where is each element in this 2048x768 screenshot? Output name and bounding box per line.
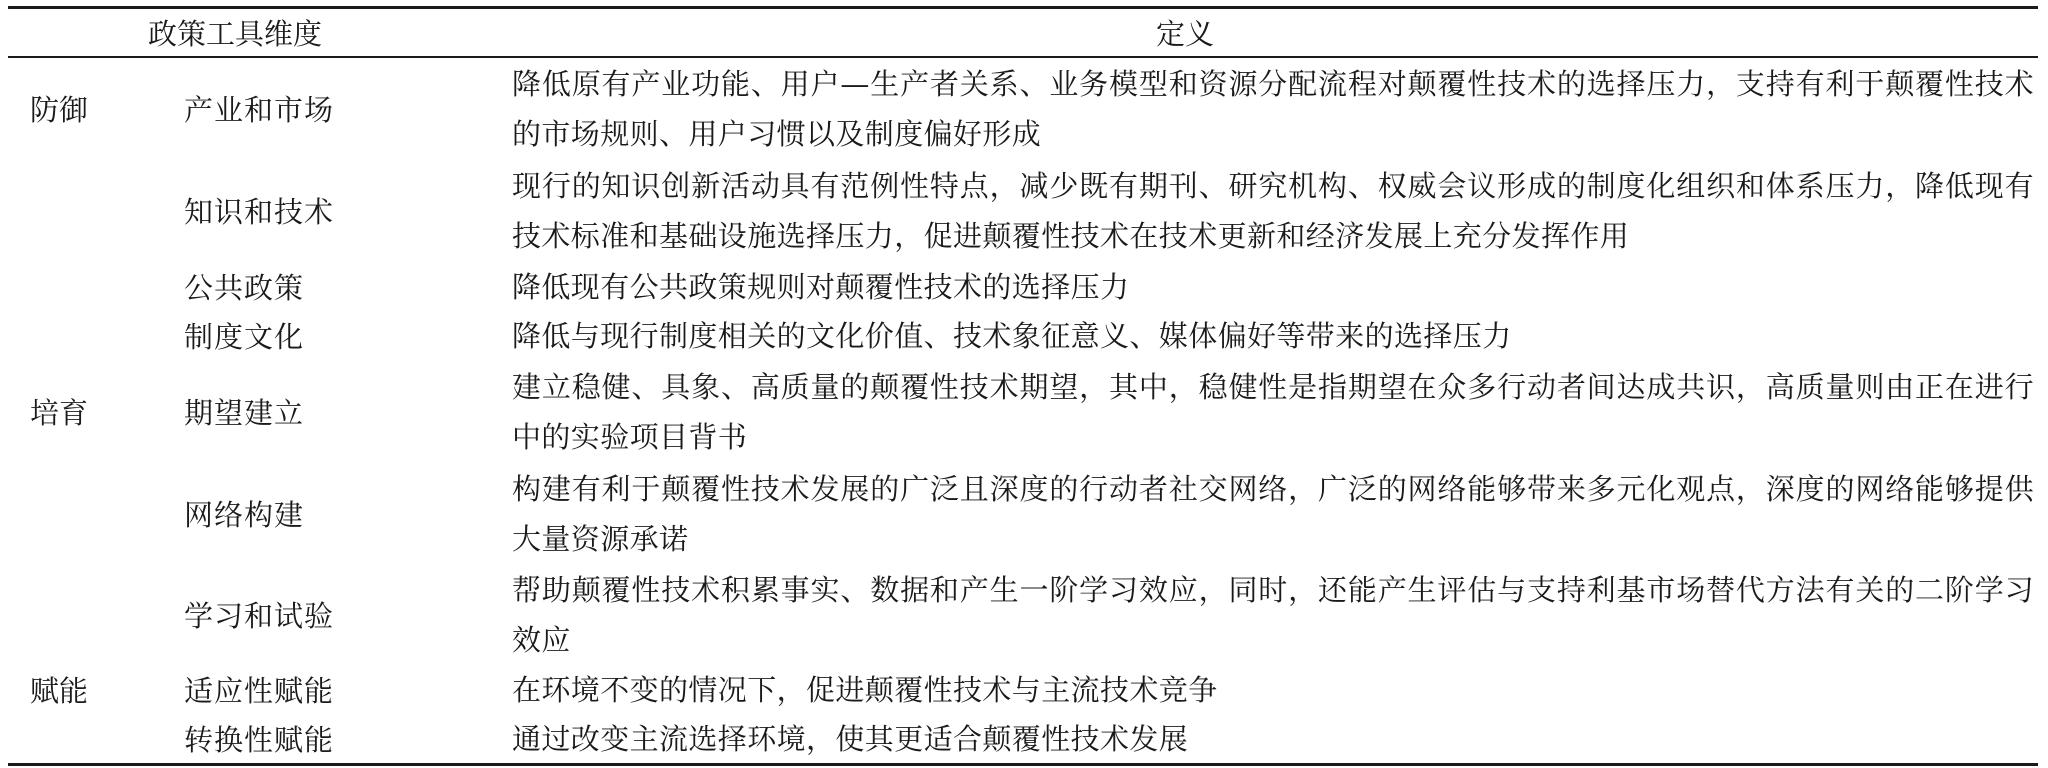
row-definition: 帮助颠覆性技术积累事实、数据和产生一阶学习效应，同时，还能产生评估与支持利基市场替代方法有关的二阶学习效应 [512, 572, 2034, 657]
row-tool: 公共政策 [184, 271, 305, 305]
row-tool: 转换性赋能 [184, 723, 335, 757]
table-row [8, 714, 2038, 763]
row-category: 培育 [30, 396, 89, 430]
header-dimension: 政策工具维度 [148, 17, 323, 51]
row-tool: 期望建立 [184, 396, 305, 430]
table-row [8, 58, 2038, 159]
row-definition: 在环境不变的情况下，促进颠覆性技术与主流技术竞争 [512, 672, 1218, 707]
row-tool: 制度文化 [184, 320, 305, 354]
table-row [8, 262, 2038, 311]
table-row [8, 311, 2038, 360]
row-tool: 适应性赋能 [184, 674, 335, 708]
row-definition: 降低原有产业功能、用户—生产者关系、业务模型和资源分配流程对颠覆性技术的选择压力，支持有利于颠覆性技术的市场规则、用户习惯以及制度偏好形成 [512, 66, 2034, 151]
row-definition: 建立稳健、具象、高质量的颠覆性技术期望，其中，稳健性是指期望在众多行动者间达成共识，高质量则由正在进行中的实验项目背书 [512, 369, 2034, 454]
table-row [8, 159, 2038, 262]
row-tool: 知识和技术 [184, 195, 335, 229]
row-definition: 降低现有公共政策规则对颠覆性技术的选择压力 [512, 269, 1130, 304]
table-body [8, 58, 2038, 763]
header-definition: 定义 [1155, 17, 1214, 51]
row-category: 赋能 [30, 674, 89, 708]
row-tool: 产业和市场 [184, 93, 335, 127]
row-definition: 现行的知识创新活动具有范例性特点，减少既有期刊、研究机构、权威会议形成的制度化组织和体系压力，降低现有技术标准和基础设施选择压力，促进颠覆性技术在技术更新和经济发展上充分发挥作用 [512, 168, 2034, 253]
row-definition: 构建有利于颠覆性技术发展的广泛且深度的行动者社交网络，广泛的网络能够带来多元化观点，深度的网络能够提供大量资源承诺 [512, 471, 2034, 556]
row-tool: 学习和试验 [184, 599, 335, 633]
table-row [8, 463, 2038, 564]
row-tool: 网络构建 [184, 498, 305, 532]
row-definition: 降低与现行制度相关的文化价值、技术象征意义、媒体偏好等带来的选择压力 [512, 318, 1512, 353]
policy-tool-table [8, 6, 2038, 766]
table-row [8, 360, 2038, 463]
table-row [8, 564, 2038, 665]
row-definition: 通过改变主流选择环境，使其更适合颠覆性技术发展 [512, 721, 1189, 756]
table-header [8, 9, 2038, 56]
table-row [8, 665, 2038, 714]
row-category: 防御 [30, 93, 89, 127]
